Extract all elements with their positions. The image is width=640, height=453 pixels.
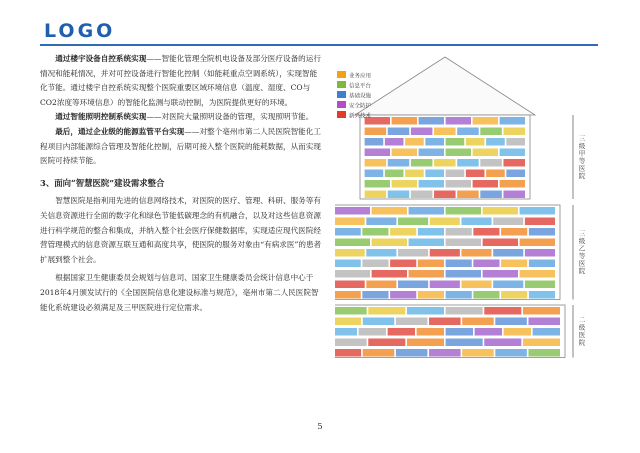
pyramid-cell	[446, 117, 471, 125]
paragraph-lead: 通过智能照明控制系统实现	[55, 112, 147, 122]
pyramid-cell	[362, 291, 388, 299]
legend-label: 新兴技术	[349, 113, 372, 120]
pyramid-cell	[425, 170, 444, 178]
legend-swatch	[337, 101, 346, 108]
paragraph-standard: 根据国家卫生健康委员会规划与信息司、国家卫生健康委员会统计信息中心于2018年4月颁发试行的《全国医院信息化建设标准与规范》，亳州市第二人民医院智能化系统建设必须满足及三甲医院进行定位需求。	[40, 273, 319, 312]
pyramid-cell	[446, 270, 481, 278]
legend-swatch	[337, 91, 346, 98]
pyramid-cell	[335, 339, 367, 347]
paragraph-lead: 最后，通过企业级的能源监管平台实现	[55, 126, 185, 136]
pyramid-cell	[335, 249, 365, 257]
pyramid-cell	[473, 149, 498, 157]
pyramid-cell	[446, 149, 471, 157]
side-labels	[579, 134, 586, 346]
pyramid-cell	[462, 349, 494, 357]
pyramid-cell	[461, 249, 491, 257]
pyramid-cell	[484, 307, 521, 315]
pyramid-cell	[372, 239, 407, 247]
pyramid-cell	[335, 270, 370, 278]
pyramid-cell	[407, 307, 444, 315]
pyramid-cell	[398, 249, 428, 257]
pyramid-cell	[501, 260, 527, 268]
pyramid-cell	[493, 249, 523, 257]
pyramid-cell	[475, 328, 502, 336]
logo: LOGO	[44, 20, 116, 42]
pyramid-cell	[398, 281, 428, 289]
pyramid-cell	[365, 180, 390, 188]
pyramid-cell	[525, 249, 555, 257]
pyramid-cell	[335, 318, 361, 326]
pyramid-cell	[390, 260, 416, 268]
legend-label: 安全防护	[349, 103, 372, 110]
pyramid-cell	[359, 328, 386, 336]
pyramid-cell	[523, 307, 560, 315]
pyramid-cell	[461, 281, 491, 289]
pyramid-cell	[396, 318, 428, 326]
pyramid-cell	[446, 307, 483, 315]
pyramid-cell	[430, 218, 460, 226]
legend-label: 基础设施	[349, 93, 372, 100]
pyramid-cell	[506, 138, 525, 146]
pyramid-cell	[493, 218, 523, 226]
pyramid-cell	[335, 328, 357, 336]
pyramid-cell	[525, 218, 555, 226]
pyramid-cell	[335, 281, 365, 289]
pyramid-cell	[335, 291, 361, 299]
paragraph-energy	[40, 125, 322, 169]
hospital-level-pyramid-figure	[335, 55, 590, 385]
pyramid-cell	[429, 318, 461, 326]
pyramid-cell	[523, 339, 560, 347]
pyramid-cell	[446, 207, 481, 215]
pyramid-cell	[365, 128, 387, 136]
pyramid-cell	[501, 291, 527, 299]
pyramid-cell	[446, 239, 481, 247]
pyramid-cell	[504, 328, 531, 336]
pyramid-cell	[335, 260, 361, 268]
pyramid-cell	[388, 191, 410, 199]
pyramid-cell	[525, 281, 555, 289]
pyramid-cell	[419, 149, 444, 157]
pyramid-cell	[446, 138, 465, 146]
pyramid-cell	[495, 349, 527, 357]
pyramid-cell	[529, 291, 555, 299]
pyramid-cell	[335, 307, 367, 315]
pyramid-cell	[473, 291, 499, 299]
pyramid-cell	[462, 318, 494, 326]
paragraph-smart-hospital: 智慧医院是指利用先进的信息网络技术，对医院的医疗、管理、科研、服务等有关信息资源进行全面的数字化和绿色节能低碳理念的有机融合，以及对这些信息资源进行科学规范的整合和集成，并纳入整个社会医疗保健数据库，实现适应现代医院经营管理模式的信息资源互联互通和高度共享，使医院的服务对象由“有病求医”的患者扩展到整个社会。	[40, 196, 322, 264]
paragraph-body: ——智能化管理全院机电设备及部分医疗设备的运行情况和能耗情况，并对可控设备进行智能化控制（如能耗重点空调系统），实现智能化节能。通过楼宇自控系统实现整个医院重要区域环境信息（温度、湿度、CO与CO2浓度等环境信息）的智能化监测与联动控制，为医院提供更好的环境。	[40, 54, 321, 107]
pyramid-cell	[529, 260, 555, 268]
pyramid-cell	[418, 228, 444, 236]
pyramid-cell	[335, 239, 370, 247]
pyramid-cell	[520, 270, 555, 278]
paragraph-lighting	[40, 110, 322, 125]
pyramid-cell	[365, 191, 387, 199]
pyramid-cell	[503, 128, 525, 136]
pyramid-cell	[473, 228, 499, 236]
paragraph-body: ——对整个亳州市第二人民医院智能化工程项目内部能源综合管理及智能化控制，后期可接入整个医院的能耗数据，从而实现医院可持续节能。	[40, 126, 321, 166]
paragraph-lead: 通过楼宇设备自控系统实现	[55, 54, 147, 63]
pyramid-body	[335, 57, 573, 358]
pyramid-cell	[446, 260, 472, 268]
pyramid-cell	[457, 191, 479, 199]
pyramid-cell	[457, 159, 479, 167]
pyramid-cell	[407, 339, 444, 347]
pyramid-cell	[411, 128, 433, 136]
pyramid-cell	[388, 328, 415, 336]
pyramid-cell	[362, 228, 388, 236]
pyramid-cell	[500, 180, 525, 188]
pyramid-cell	[335, 207, 370, 215]
pyramid-cell	[409, 207, 444, 215]
pyramid-cell	[473, 260, 499, 268]
pyramid-cell	[411, 159, 433, 167]
legend-swatch	[337, 71, 346, 78]
pyramid-cell	[520, 207, 555, 215]
pyramid-cell	[366, 249, 396, 257]
pyramid-cell	[500, 149, 525, 157]
pyramid-cell	[486, 138, 505, 146]
pyramid-cell	[520, 239, 555, 247]
pyramid-cell	[335, 228, 361, 236]
pyramid-cell	[363, 318, 395, 326]
pyramid-cell	[473, 117, 498, 125]
pyramid-cell	[418, 260, 444, 268]
document-body	[40, 52, 322, 315]
pyramid-roof	[355, 57, 535, 115]
pyramid-cell	[392, 180, 417, 188]
pyramid-cell	[529, 228, 555, 236]
pyramid-cell	[483, 207, 518, 215]
pyramid-cell	[409, 239, 444, 247]
pyramid-cell	[484, 339, 521, 347]
pyramid-cell	[365, 138, 384, 146]
pyramid-cell	[335, 218, 365, 226]
pyramid-cell	[335, 349, 361, 357]
pyramid-cell	[392, 117, 417, 125]
pyramid-cell	[446, 328, 473, 336]
side-label: 三级甲等医院	[578, 134, 586, 180]
pyramid-cell	[528, 349, 560, 357]
pyramid-cell	[366, 218, 396, 226]
pyramid-cell	[533, 328, 560, 336]
pyramid-cell	[365, 159, 387, 167]
page-number: 5	[317, 422, 323, 432]
paragraph-bas	[40, 52, 322, 110]
pyramid-cell	[434, 159, 456, 167]
pyramid-cell	[365, 170, 384, 178]
pyramid-cell	[461, 218, 491, 226]
pyramid-cell	[480, 128, 502, 136]
pyramid-cell	[446, 170, 465, 178]
pyramid-cell	[486, 170, 505, 178]
pyramid-cell	[411, 191, 433, 199]
pyramid-cell	[493, 281, 523, 289]
pyramid-cell	[362, 260, 388, 268]
pyramid-cell	[385, 170, 404, 178]
pyramid-cell	[372, 207, 407, 215]
pyramid-cell	[434, 128, 456, 136]
pyramid-cell	[372, 270, 407, 278]
legend-swatch	[337, 81, 346, 88]
pyramid-cell	[483, 239, 518, 247]
pyramid-cell	[457, 128, 479, 136]
pyramid-cell	[506, 170, 525, 178]
pyramid-cell	[396, 349, 428, 357]
pyramid-cell	[480, 159, 502, 167]
pyramid-cell	[363, 349, 395, 357]
pyramid-cell	[483, 270, 518, 278]
pyramid-cell	[388, 128, 410, 136]
pyramid-cell	[446, 339, 483, 347]
legend-swatch	[337, 111, 346, 118]
pyramid-cell	[409, 270, 444, 278]
pyramid-cell	[425, 138, 444, 146]
pyramid-cell	[429, 349, 461, 357]
pyramid-cell	[368, 307, 405, 315]
side-label: 二级医院	[578, 315, 586, 347]
pyramid-cell	[388, 159, 410, 167]
pyramid-cell	[430, 281, 460, 289]
pyramid-cell	[480, 191, 502, 199]
pyramid-cell	[419, 180, 444, 188]
pyramid-cell	[390, 228, 416, 236]
pyramid-cell	[495, 318, 527, 326]
pyramid-cell	[405, 138, 424, 146]
section-heading: 3、面向“智慧医院”建设需求整合	[40, 177, 165, 188]
pyramid-cell	[528, 318, 560, 326]
pyramid-cell	[368, 339, 405, 347]
legend-label: 信息平台	[349, 83, 372, 90]
pyramid-cell	[390, 291, 416, 299]
pyramid-cell	[418, 291, 444, 299]
pyramid-cell	[365, 149, 390, 157]
pyramid-cell	[417, 328, 444, 336]
pyramid-cell	[466, 138, 485, 146]
pyramid-cell	[430, 249, 460, 257]
pyramid-cell	[398, 218, 428, 226]
paragraph-body: ——对医院大量照明设备的管理，实现照明节能。	[146, 112, 314, 122]
pyramid-cell	[434, 191, 456, 199]
pyramid-cell	[501, 228, 527, 236]
pyramid-cell	[405, 170, 424, 178]
pyramid-cell	[473, 180, 498, 188]
header-divider	[40, 44, 598, 46]
side-label: 三级乙等医院	[578, 229, 586, 275]
legend-label: 业务应用	[349, 73, 372, 80]
pyramid-cell	[446, 228, 472, 236]
pyramid-cell	[446, 180, 471, 188]
pyramid-cell	[503, 191, 525, 199]
pyramid-cell	[392, 149, 417, 157]
pyramid-cell	[466, 170, 485, 178]
pyramid-cell	[385, 138, 404, 146]
pyramid-cell	[503, 159, 525, 167]
pyramid-cell	[419, 117, 444, 125]
pyramid-cell	[446, 291, 472, 299]
pyramid-cell	[366, 281, 396, 289]
pyramid-cell	[500, 117, 525, 125]
